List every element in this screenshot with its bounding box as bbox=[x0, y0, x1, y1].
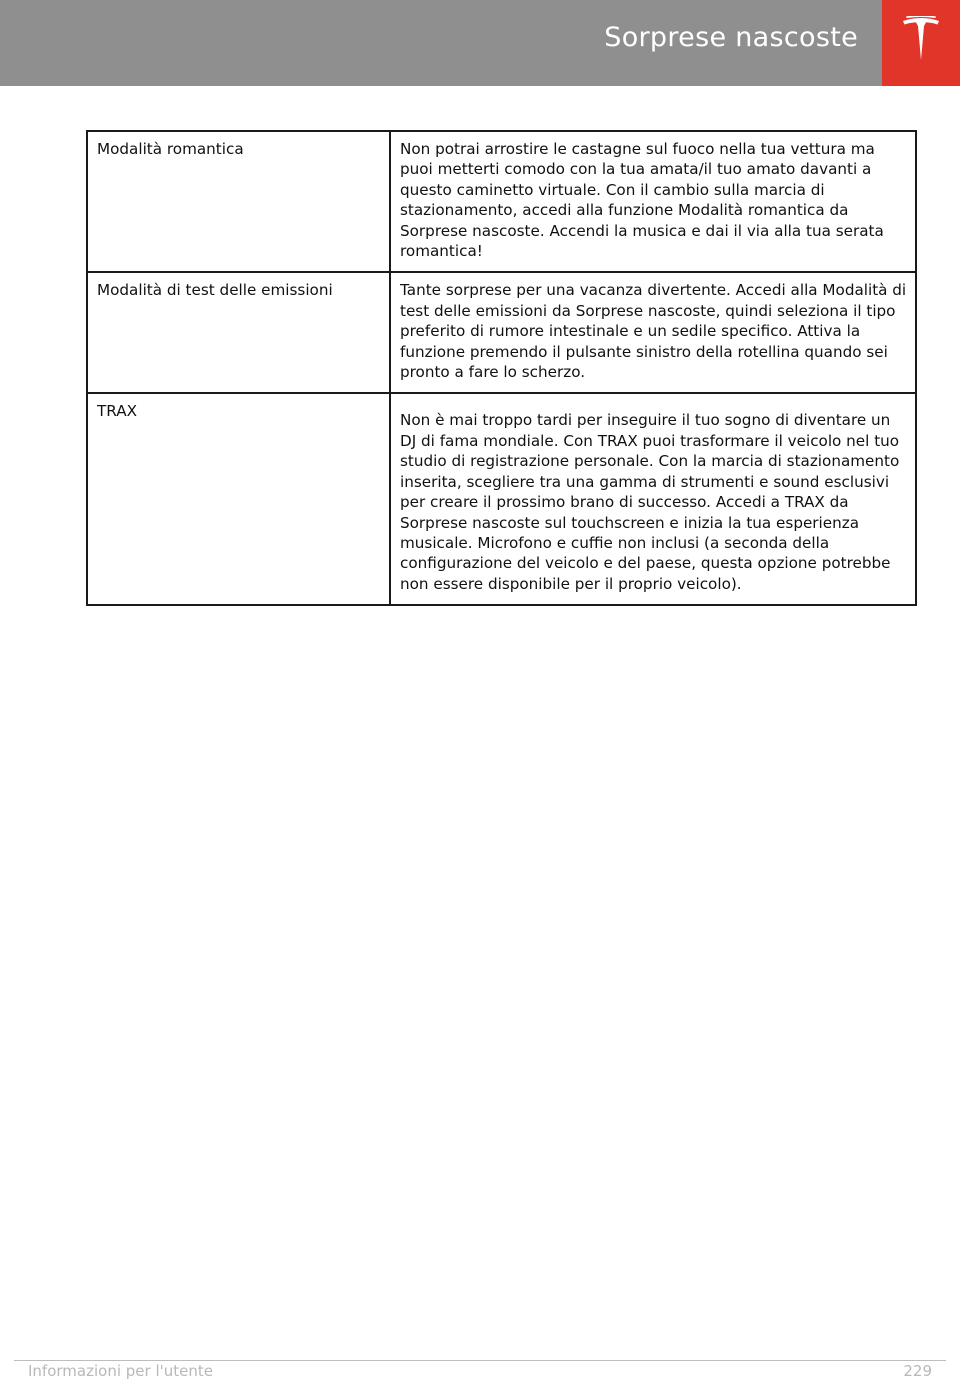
logo-badge bbox=[882, 0, 960, 86]
feature-name: Modalità di test delle emissioni bbox=[87, 272, 390, 393]
table-row bbox=[87, 393, 916, 605]
footer-section-label: Informazioni per l'utente bbox=[28, 1362, 213, 1380]
features-table bbox=[86, 130, 917, 606]
feature-description: Non è mai troppo tardi per inseguire il tuo sogno di diventare un DJ di fama mondiale. Con TRAX puoi trasformare il veicolo nel tuo studio di registrazione personale. Con la marcia di stazionamento inserita, scegliere tra una gamma di strumenti e sound esclusivi per creare il prossimo brano di successo. Accedi a TRAX da Sorprese nascoste sul touchscreen e inizia la tua esperienza musicale. Microfono e cuffie non inclusi (a seconda della configurazione del veicolo e del paese, questa opzione potrebbe non essere disponibile per il proprio veicolo). bbox=[390, 393, 916, 605]
feature-description: Non potrai arrostire le castagne sul fuoco nella tua vettura ma puoi metterti comodo con la tua amata/il tuo amato davanti a questo caminetto virtuale. Con il cambio sulla marcia di stazionamento, accedi alla funzione Modalità romantica da Sorprese nascoste. Accendi la musica e dai il via alla tua serata romantica! bbox=[390, 131, 916, 272]
page-title: Sorprese nascoste bbox=[604, 22, 858, 53]
feature-description: Tante sorprese per una vacanza divertente. Accedi alla Modalità di test delle emissioni da Sorprese nascoste, quindi seleziona il tipo preferito di rumore intestinale e un sedile specifico. Attiva la funzione premendo il pulsante sinistro della rotellina quando sei pronto a fare lo scherzo. bbox=[390, 272, 916, 393]
feature-name: Modalità romantica bbox=[87, 131, 390, 272]
table-row bbox=[87, 272, 916, 393]
table-row bbox=[87, 131, 916, 272]
feature-name: TRAX bbox=[87, 393, 390, 605]
page-number: 229 bbox=[903, 1362, 932, 1380]
page-header bbox=[0, 0, 960, 86]
footer-divider bbox=[14, 1360, 946, 1361]
tesla-t-logo-icon bbox=[902, 16, 940, 66]
